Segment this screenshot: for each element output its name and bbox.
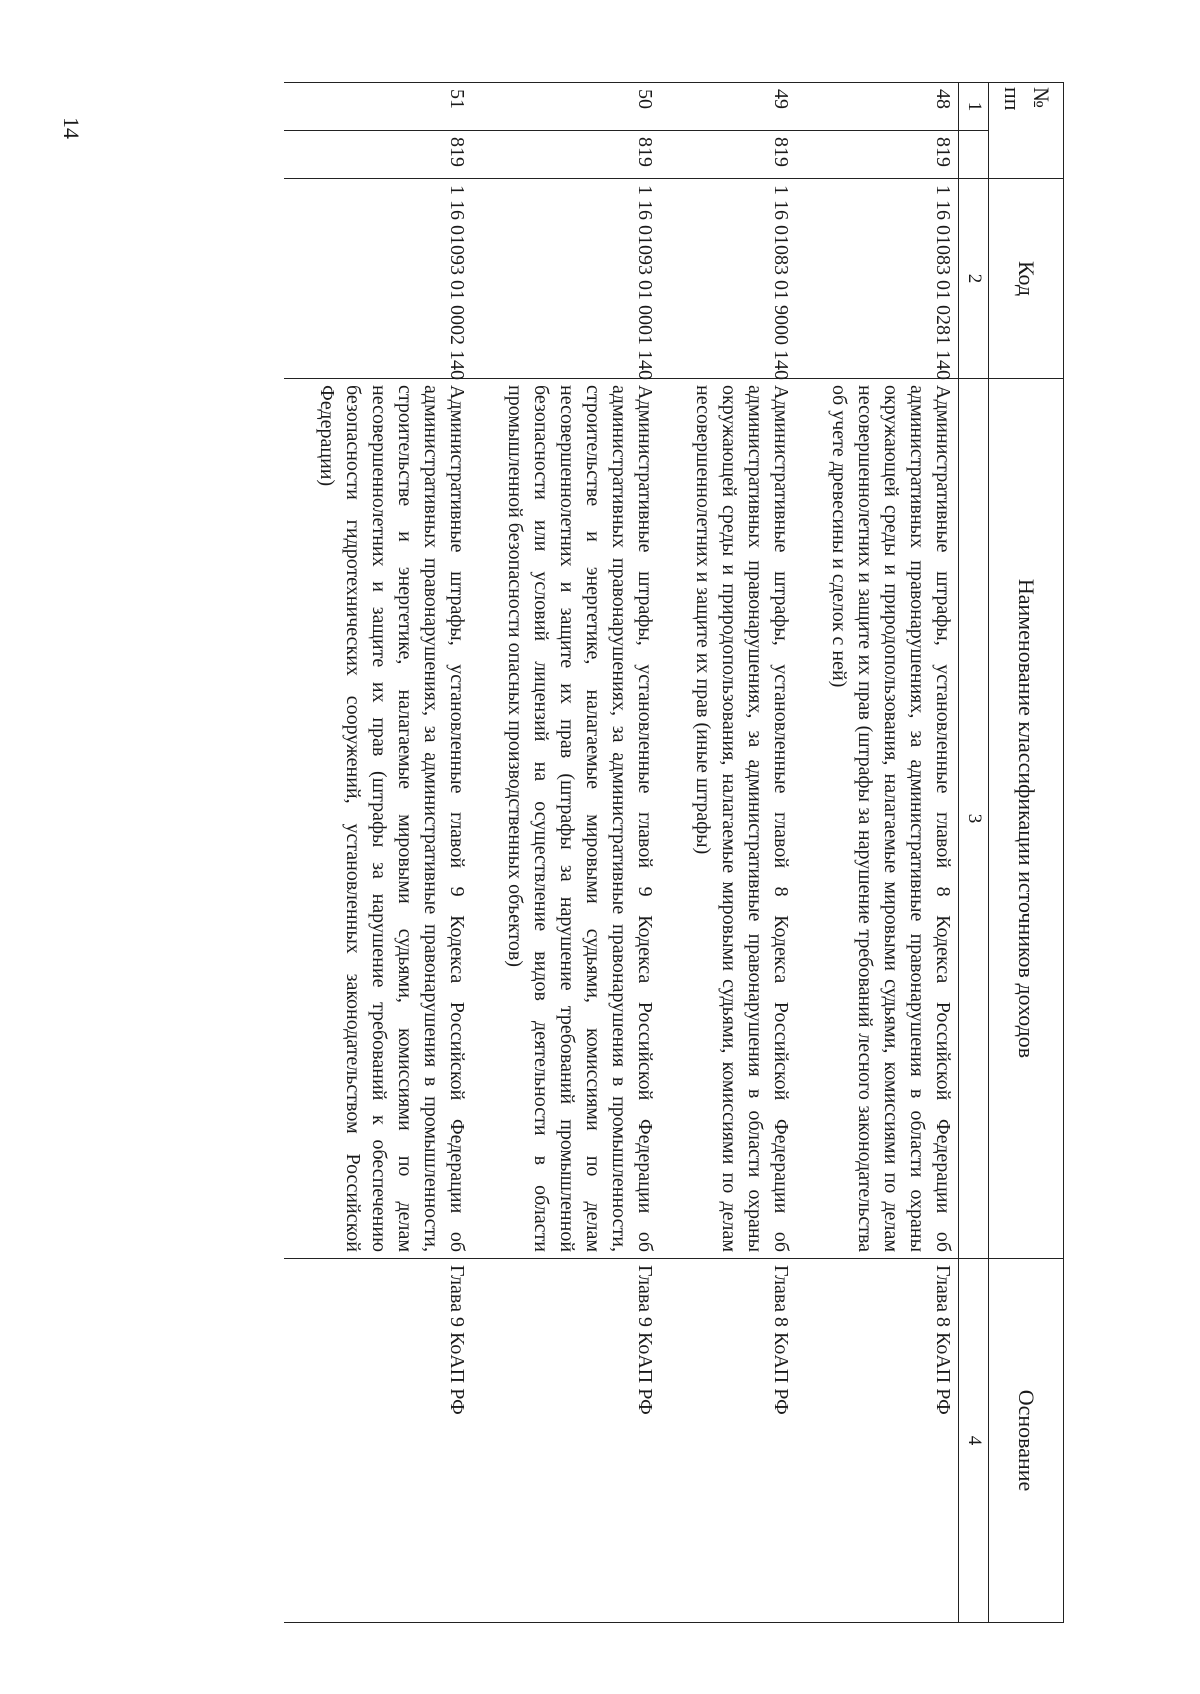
index-col-1: 1: [959, 83, 989, 131]
index-col-3: 3: [959, 379, 989, 1259]
revenue-code: 1 16 01083 01 0281 140: [796, 179, 959, 379]
revenue-name: Административные штрафы, установленные главой 8 Кодекса Российской Федерации об административных правонарушениях, за административные правонарушения в области охраны окружающей среды и природопользования, налагаемые мировыми судьями, комиссиями по делам несовершеннолетних и защите их прав (штрафы за нарушение требований лесного законодательства об учете древесины и сделок с ней): [796, 379, 959, 1259]
admin-code: 819: [284, 131, 472, 179]
header-code: Код: [989, 179, 1064, 379]
table-row: [796, 83, 959, 1623]
row-number: 49: [660, 83, 796, 131]
legal-basis: Глава 8 КоАП РФ: [796, 1259, 959, 1623]
rotated-document-sheet: [104, 82, 1064, 1622]
revenue-classification-table: [284, 82, 1064, 1623]
legal-basis: Глава 9 КоАП РФ: [472, 1259, 660, 1623]
admin-code: 819: [472, 131, 660, 179]
row-number: 48: [796, 83, 959, 131]
header-name: Наименование классификации источников доходов: [989, 379, 1064, 1259]
header-num: № пп: [989, 83, 1064, 179]
revenue-code: 1 16 01093 01 0001 140: [472, 179, 660, 379]
header-basis: Основание: [989, 1259, 1064, 1623]
admin-code: 819: [796, 131, 959, 179]
table-row: [660, 83, 796, 1623]
table-row: [472, 83, 660, 1623]
page-number: 14: [59, 117, 84, 139]
admin-code: 819: [660, 131, 796, 179]
row-number: 51: [284, 83, 472, 131]
revenue-name: Административные штрафы, установленные главой 8 Кодекса Российской Федерации об административных правонарушениях, за административные правонарушения в области охраны окружающей среды и природопользования, налагаемые мировыми судьями, комиссиями по делам несовершеннолетних и защите их прав (иные штрафы): [660, 379, 796, 1259]
index-col-4: 4: [959, 1259, 989, 1623]
index-col-2: 2: [959, 179, 989, 379]
revenue-code: 1 16 01083 01 9000 140: [660, 179, 796, 379]
revenue-name: Административные штрафы, установленные главой 9 Кодекса Российской Федерации об административных правонарушениях, за административные правонарушения в промышленности, строительстве и энергетике, налагаемые мировыми судьями, комиссиями по делам несовершеннолетних и защите их прав (штрафы за нарушение требований промышленной безопасности или условий лицензий на осуществление видов деятельности в области промышленной безопасности опасных производственных объектов): [472, 379, 660, 1259]
revenue-code: 1 16 01093 01 0002 140: [284, 179, 472, 379]
table-row: [284, 83, 472, 1623]
legal-basis: Глава 8 КоАП РФ: [660, 1259, 796, 1623]
index-col-blank: [959, 131, 989, 179]
row-number: 50: [472, 83, 660, 131]
revenue-name: Административные штрафы, установленные главой 9 Кодекса Российской Федерации об административных правонарушениях, за административные правонарушения в промышленности, строительстве и энергетике, налагаемые мировыми судьями, комиссиями по делам несовершеннолетних и защите их прав (штрафы за нарушение требований к обеспечению безопасности гидротехнических сооружений, установленных законодательством Российской Федерации): [284, 379, 472, 1259]
legal-basis: Глава 9 КоАП РФ: [284, 1259, 472, 1623]
